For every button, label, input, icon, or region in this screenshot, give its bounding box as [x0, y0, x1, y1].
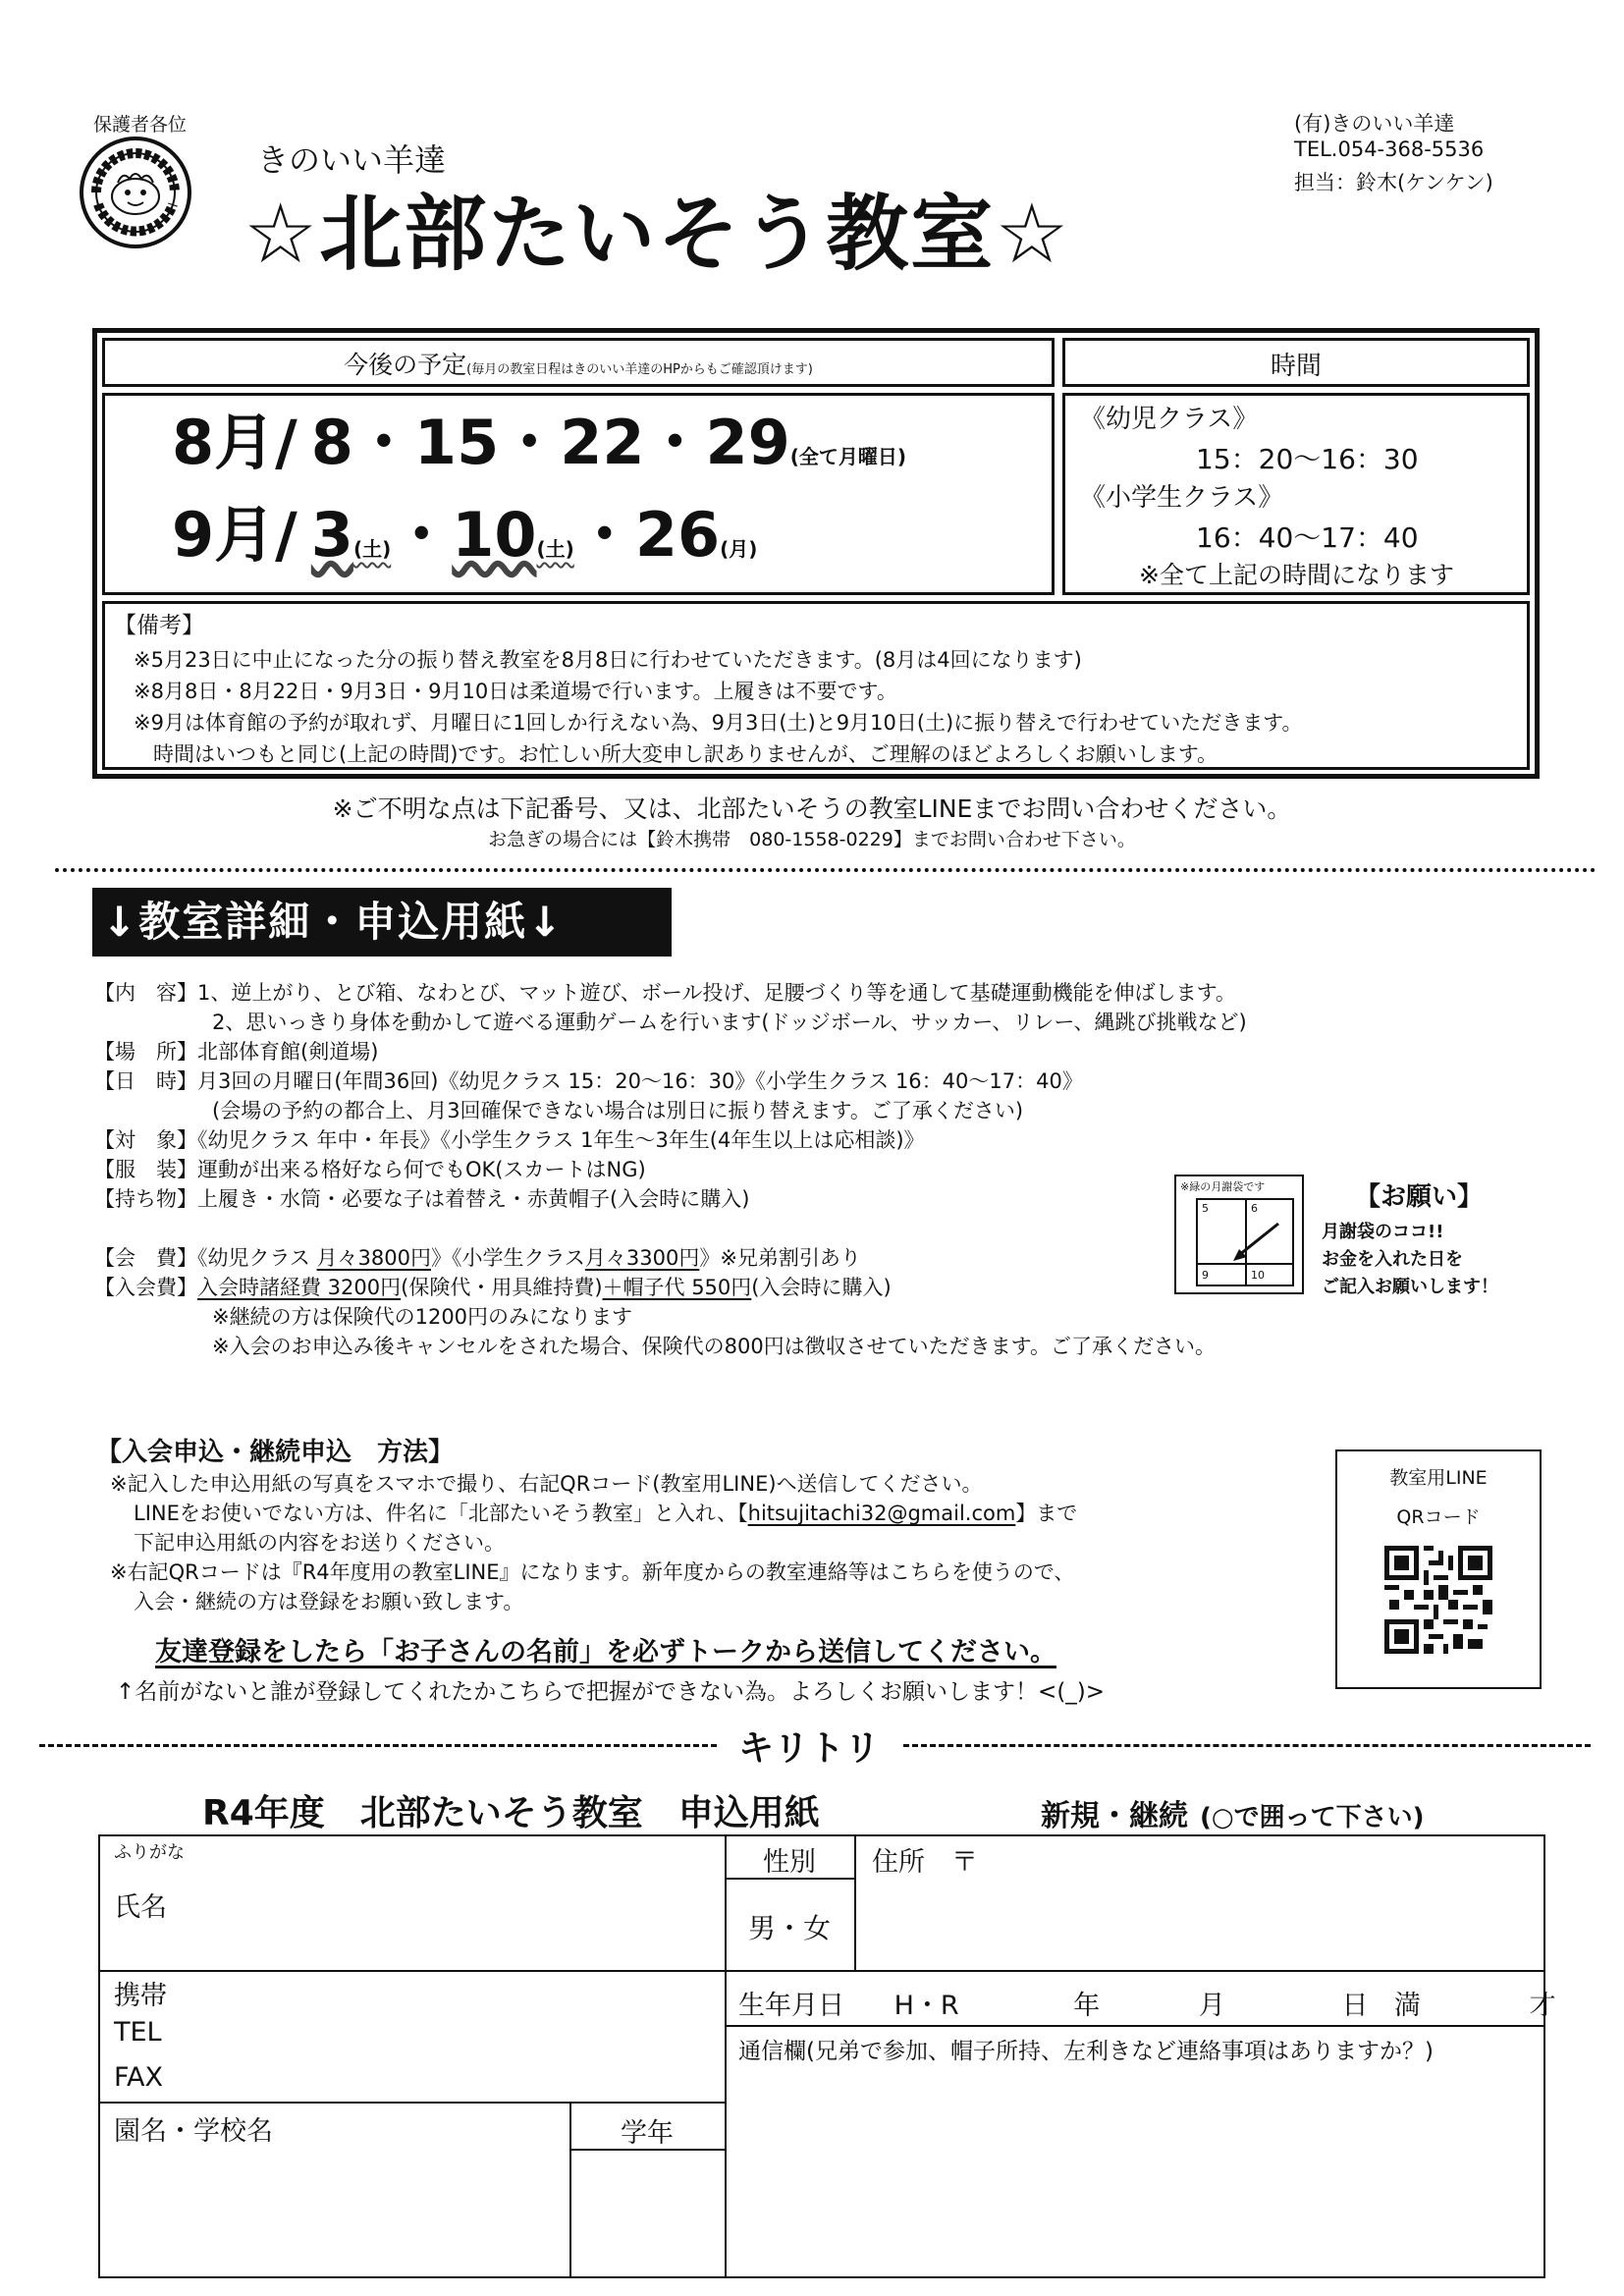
entry-note-1: ※継続の方は保険代の1200円のみになります	[212, 1305, 633, 1329]
birth-day: 日	[1341, 1991, 1369, 2021]
sep-date-26: 26	[634, 499, 721, 571]
apply-line-2a: LINEをお使いでない方は、件名に「北部たいそう教室」と入れ、【	[134, 1502, 748, 1525]
contact-email-link[interactable]: hitsujitachi32@gmail.com	[747, 1502, 1016, 1525]
form-rule-gender	[854, 1834, 856, 1972]
schedule-head-label: 今後の予定	[344, 351, 467, 379]
fee-post: 》※兄弟割引あり	[699, 1246, 861, 1270]
form-rule-name-bottom	[98, 1970, 725, 1972]
fee-elem: 月々3300円	[584, 1246, 700, 1270]
birth-age-prefix: 満	[1394, 1991, 1422, 2021]
contact-tel: TEL.054-368-5536	[1294, 137, 1485, 161]
birth-month: 月	[1198, 1991, 1225, 2021]
phone-field[interactable]	[216, 1976, 717, 2098]
entry-b: (保険代・用具維持費)	[401, 1276, 603, 1299]
apply-emphasis: 友達登録をしたら「お子さんの名前」を必ずトークから送信してください。	[155, 1637, 1056, 1667]
fee-mid: 》《小学生クラス	[431, 1246, 585, 1270]
entry-label: 【入会費】	[94, 1276, 197, 1299]
entry-a: 入会時諸経費 3200円	[197, 1276, 402, 1299]
fee-pre: 《幼児クラス	[197, 1246, 317, 1270]
sep-date-10: 10	[452, 499, 537, 571]
details-section	[94, 978, 1247, 1361]
form-rule-mid	[725, 1834, 727, 2278]
remarks-line-3: ※9月は体育館の予約が取れず、月曜日に1回しか行えない為、9月3日(土)と9月10日(土)に振り替えで行わせていただきます。	[134, 711, 1303, 735]
remarks-title: 【備考】	[114, 613, 204, 638]
details-banner: ↓教室詳細・申込用紙↓	[92, 888, 672, 957]
gender-options[interactable]: 男・女	[747, 1912, 831, 1944]
contact-company: (有)きのいい羊達	[1294, 112, 1455, 136]
content-2: 2、思いっきり身体を動かして遊べる運動ゲームを行います(ドッジボール、サッカー、リレー、縄跳び挑戦など)	[212, 1011, 1247, 1034]
grade-label: 学年	[621, 2118, 674, 2149]
figure-grid	[1196, 1198, 1294, 1286]
date: 月3回の月曜日(年間36回)《幼児クラス 15：20〜16：30》《小学生クラス 16：40〜17：40》	[197, 1069, 1083, 1093]
request-line-1: 月謝袋のココ!!	[1322, 1222, 1444, 1242]
content-1: 1、逆上がり、とび箱、なわとび、マット遊び、ボール投げ、足腰づくり等を通して基礎運動機能を伸ばします。	[197, 981, 1236, 1005]
cut-label: キリトリ	[738, 1727, 881, 1769]
inquiry-urgent: お急ぎの場合には【鈴木携帯 080-1558-0229】までお問い合わせ下さい。	[488, 829, 1136, 850]
apply-line-4: ※右記QRコードは『R4年度用の教室LINE』になります。新年度からの教室連絡等はこちらを使うので、	[110, 1560, 1075, 1584]
elem-class: 《小学生クラス》	[1080, 483, 1284, 513]
address-field[interactable]	[864, 1878, 1536, 1966]
sep-date-3: 3	[310, 499, 353, 571]
birth-label: 生年月日	[738, 1991, 844, 2021]
tel-label: TEL	[114, 2017, 162, 2048]
cut-line-right	[903, 1744, 1591, 1747]
addressee: 保護者各位	[93, 114, 188, 136]
apply-line-2b: 】まで	[1015, 1502, 1078, 1525]
figure-caption: ※緑の月謝袋です	[1180, 1180, 1266, 1193]
sep-date-26-note: (月)	[720, 537, 758, 561]
form-rule-birth-bottom	[725, 2025, 1545, 2027]
inquiry-main: ※ご不明な点は下記番号、又は、北部たいそうの教室LINEまでお問い合わせください。	[332, 794, 1292, 823]
request-line-3: ご記入お願いします！	[1322, 1277, 1498, 1297]
fee-label: 【会 費】	[94, 1246, 197, 1270]
apply-note: ↑名前がないと誰が登録してくれたかこちらで把握ができない為。よろしくお願いします！<(_)>	[116, 1679, 1106, 1705]
apply-line-1: ※記入した申込用紙の写真をスマホで撮り、右記QRコード(教室用LINE)へ送信してください。	[110, 1472, 983, 1496]
apply-line-5: 入会・継続の方は登録をお願い致します。	[134, 1590, 524, 1613]
aug-month: 8月/	[172, 407, 298, 478]
items-label: 【持ち物】	[94, 1187, 197, 1211]
aug-dates: 8・15・22・29	[310, 407, 790, 478]
school-label: 園名・学校名	[114, 2116, 273, 2147]
cut-line-left	[39, 1744, 717, 1747]
address-label: 住所 〒	[872, 1847, 978, 1878]
entry-note-2: ※入会のお申込み後キャンセルをされた場合、保険代の800円は徴収させていただきます。ご了承ください。	[212, 1335, 1216, 1358]
elem-time: 16：40〜17：40	[1196, 521, 1419, 554]
birth-row	[738, 1984, 1556, 2022]
qr-code-icon	[1384, 1546, 1492, 1654]
form-type	[1041, 1791, 1424, 1834]
comm-field[interactable]	[734, 2068, 1536, 2270]
aug-note: (全て月曜日)	[789, 445, 907, 468]
name-field[interactable]	[255, 1870, 717, 1964]
mobile-label: 携帯	[114, 1981, 167, 2011]
request-line-2: お金を入れた日を	[1322, 1249, 1463, 1270]
date-label: 【日 時】	[94, 1069, 197, 1093]
apply-title: 【入会申込・継続申込 方法】	[96, 1438, 455, 1467]
remarks-line-1: ※5月23日に中止になった分の振り替え教室を8月8日に行わせていただきます。(8月は4回になります)	[134, 648, 1082, 672]
form-rule-address-bottom	[725, 1970, 1545, 1972]
entry-c: ＋帽子代 550円	[602, 1276, 752, 1299]
request-title: 【お願い】	[1355, 1182, 1484, 1212]
apply-lines	[110, 1469, 1077, 1616]
sep-month: 9月/	[172, 499, 298, 571]
wear: 運動が出来る格好なら何でもOK(スカートはNG)	[197, 1158, 646, 1181]
figure-num-10: 10	[1251, 1269, 1265, 1282]
birth-era[interactable]: H・R	[893, 1991, 959, 2021]
wear-label: 【服 装】	[94, 1158, 197, 1181]
form-type-options: 新規・継続	[1041, 1799, 1188, 1833]
time-head: 時間	[1270, 352, 1322, 381]
figure-num-6: 6	[1251, 1202, 1258, 1215]
form-title: R4年度 北部たいそう教室 申込用紙	[202, 1793, 820, 1833]
birth-year: 年	[1073, 1991, 1101, 2021]
fax-label: FAX	[114, 2062, 164, 2093]
time-note: ※全て上記の時間になります	[1139, 561, 1454, 589]
date-note: (会場の予約の都合上、月3回確保できない場合は別日に振り替えます。ご了承ください)	[212, 1099, 1024, 1122]
apply-line-3: 下記申込用紙の内容をお送りください。	[134, 1531, 505, 1555]
target-label: 【対 象】	[94, 1128, 197, 1152]
figure-num-9: 9	[1202, 1269, 1209, 1282]
org-name-small: きのいい羊達	[257, 141, 447, 179]
request-figure	[1174, 1175, 1304, 1294]
form-type-note: (○で囲って下さい)	[1200, 1803, 1425, 1832]
sep-separator-1: ・	[391, 499, 453, 571]
fee-kid: 月々3800円	[316, 1246, 431, 1270]
sep-schedule	[172, 499, 758, 571]
sep-date-10-note: (土)	[536, 537, 574, 561]
kid-class: 《幼児クラス》	[1080, 405, 1259, 434]
page-title: ☆北部たいそう教室☆	[244, 186, 1071, 282]
items: 上履き・水筒・必要な子は着替え・赤黄帽子(入会時に購入)	[197, 1187, 750, 1211]
qr-label-1: 教室用LINE	[1389, 1467, 1488, 1489]
qr-label-2: QRコード	[1396, 1506, 1481, 1528]
figure-grid-hline	[1198, 1263, 1292, 1265]
target: 《幼児クラス 年中・年長》《小学生クラス 1年生〜3年生(4年生以上は応相談)》	[197, 1128, 925, 1152]
gender-label: 性別	[763, 1847, 816, 1878]
figure-num-5: 5	[1202, 1202, 1209, 1215]
sep-date-3-note: (土)	[352, 537, 392, 561]
remarks-line-4: 時間はいつもと同じ(上記の時間)です。お忙しい所大変申し訳ありませんが、ご理解のほどよろしくお願いします。	[153, 742, 1218, 766]
contact-person: 担当：鈴木(ケンケン)	[1294, 171, 1493, 194]
place: 北部体育館(剣道場)	[197, 1040, 379, 1064]
logo	[79, 136, 192, 249]
birth-age: 才	[1529, 1991, 1556, 2021]
dashed-divider-top	[55, 868, 1597, 872]
place-label: 【場 所】	[94, 1040, 197, 1064]
school-field[interactable]	[108, 2151, 562, 2272]
name-label: 氏名	[114, 1892, 167, 1923]
comm-label: 通信欄(兄弟で参加、帽子所持、左利きなど連絡事項はありますか？)	[738, 2039, 1434, 2064]
arrow-icon	[1225, 1220, 1284, 1263]
aug-schedule	[172, 407, 907, 478]
remarks-line-2: ※8月8日・8月22日・9月3日・9月10日は柔道場で行います。上履きは不要です。	[134, 680, 897, 703]
schedule-head-note: (毎月の教室日程はきのいい羊達のHPからもご確認頂けます)	[466, 362, 813, 377]
content-label: 【内 容】	[94, 981, 197, 1005]
grade-field[interactable]	[575, 2155, 719, 2272]
form-rule-contact-bottom	[98, 2102, 725, 2104]
entry-d: (入会時に購入)	[751, 1276, 892, 1299]
kid-time: 15：20〜16：30	[1196, 443, 1419, 475]
furigana-label: ふりがな	[114, 1842, 185, 1863]
schedule-head	[102, 346, 1055, 381]
sep-separator-2: ・	[573, 499, 635, 571]
